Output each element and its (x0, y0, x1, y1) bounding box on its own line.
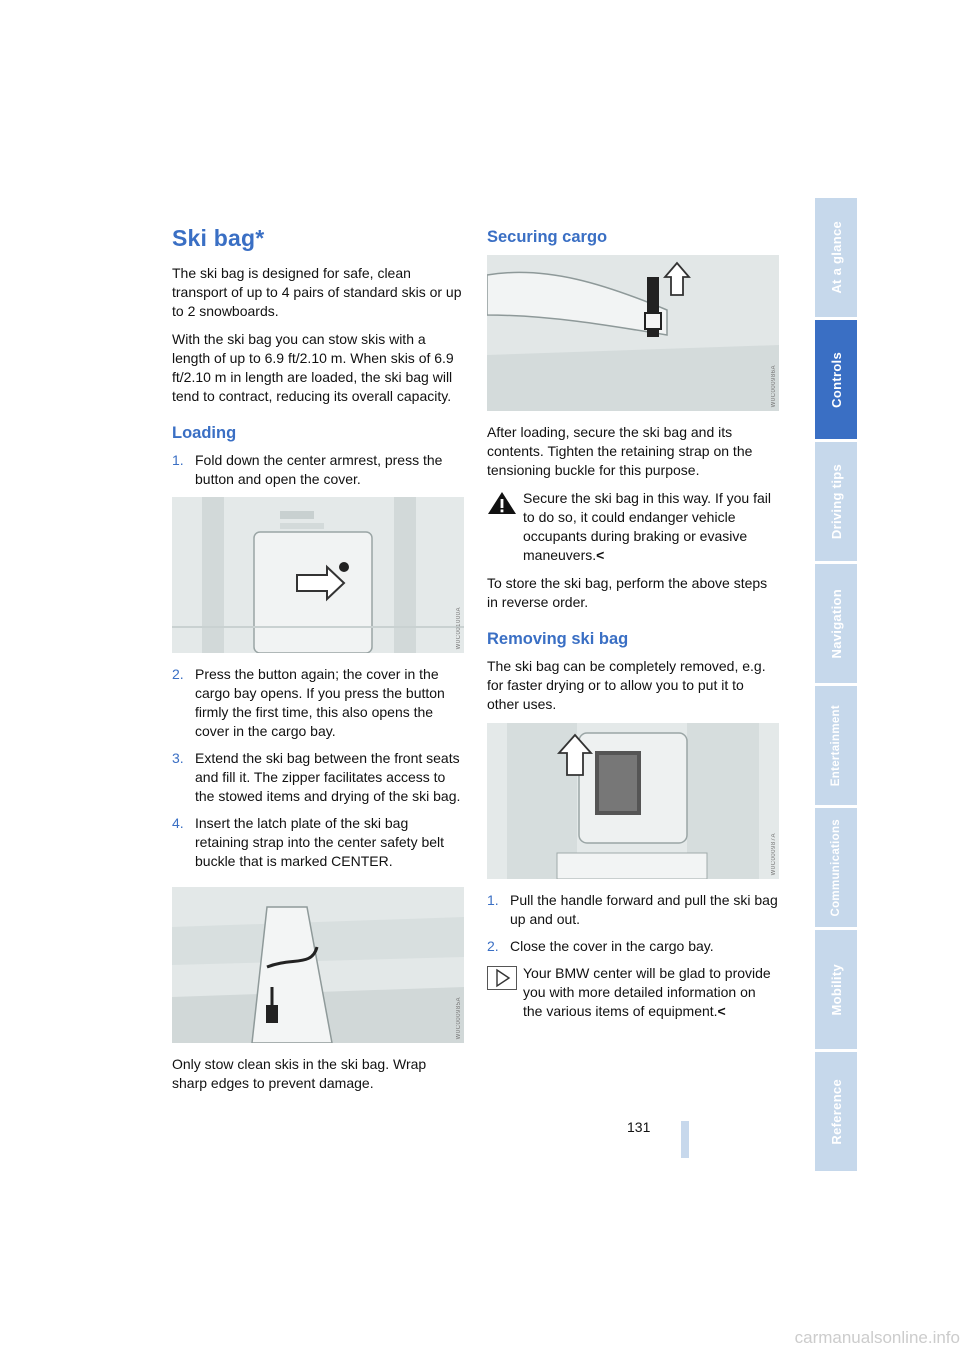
page-number-bar (681, 1121, 689, 1158)
step-text: Insert the latch plate of the ski bag retaining strap into the center safety belt buckle that is marked CENTER. (195, 815, 445, 869)
removing-paragraph: The ski bag can be completely removed, e.g. for faster drying or to allow you to put it to other uses. (487, 658, 766, 712)
left-column (172, 225, 464, 1102)
step-number: 1. (487, 892, 499, 908)
loading-step-4 (172, 814, 464, 871)
intro-paragraph-2: With the ski bag you can stow skis with a length of up to 6.9 ft/2.10 m. When skis of 6.9 ft/2.10 m in length are loaded, the ski bag will tend to contract, reducing its overall capacity. (172, 331, 454, 404)
step-number: 3. (172, 750, 184, 766)
right-column (487, 228, 779, 1030)
tab-reference[interactable]: Reference (815, 1052, 857, 1171)
end-mark: < (596, 547, 605, 563)
securing-heading: Securing cargo (487, 228, 608, 246)
section-title: Ski bag* (172, 225, 265, 251)
warning-triangle-icon (487, 491, 517, 515)
watermark: carmanualsonline.info (794, 1328, 960, 1347)
tab-communications[interactable]: Communications (815, 808, 857, 927)
loading-heading: Loading (172, 424, 237, 442)
step-number: 2. (172, 666, 184, 682)
figure-code: W0C000986A (771, 364, 777, 407)
figure-removing-ski-bag (487, 723, 779, 879)
figure-securing-cargo (487, 255, 779, 411)
loading-step-2 (172, 665, 464, 741)
loading-step-3 (172, 749, 464, 806)
intro-paragraph-1: The ski bag is designed for safe, clean transport of up to 4 pairs of standard skis or up to 2 snowboards. (172, 265, 462, 319)
step-number: 1. (172, 452, 184, 468)
end-mark: < (717, 1003, 726, 1019)
figure-code: W0C001000A (456, 606, 462, 649)
tab-controls[interactable]: Controls (815, 320, 857, 439)
step-text: Fold down the center armrest, press the button and open the cover. (195, 452, 443, 487)
warning-note (487, 489, 779, 565)
figure-retaining-strap (172, 887, 464, 1043)
step-text: Pull the handle forward and pull the ski bag up and out. (510, 892, 778, 927)
tab-driving-tips[interactable]: Driving tips (815, 442, 857, 561)
info-note (487, 964, 779, 1021)
removing-heading: Removing ski bag (487, 630, 629, 648)
closing-paragraph: Only stow clean skis in the ski bag. Wrap sharp edges to prevent damage. (172, 1056, 427, 1091)
removing-step-1 (487, 891, 779, 929)
chapter-tabs (815, 198, 857, 1160)
loading-step-1 (172, 451, 464, 489)
tab-navigation[interactable]: Navigation (815, 564, 857, 683)
removing-step-2 (487, 937, 779, 956)
step-text: Press the button again; the cover in the cargo bay opens. If you press the button firmly the first time, this also opens the cover in the cargo bay. (195, 666, 445, 739)
step-number: 4. (172, 815, 184, 831)
tab-at-a-glance[interactable]: At a glance (815, 198, 857, 317)
page-number: 131 (627, 1119, 651, 1135)
figure-armrest-button (172, 497, 464, 653)
tab-entertainment[interactable]: Entertainment (815, 686, 857, 805)
warning-text: Secure the ski bag in this way. If you fail to do so, it could endanger vehicle occupants during braking or evasive maneuvers. (523, 490, 771, 563)
securing-paragraph: After loading, secure the ski bag and its contents. Tighten the retaining strap on the tensioning buckle for this purpose. (487, 424, 753, 478)
info-text: Your BMW center will be glad to provide you with more detailed information on the various items of equipment. (523, 965, 771, 1019)
step-text: Close the cover in the cargo bay. (510, 938, 714, 954)
step-text: Extend the ski bag between the front seats and fill it. The zipper facilitates access to the stowed items and drying of the ski bag. (195, 750, 461, 804)
figure-code: W0C000985A (456, 996, 462, 1039)
tab-mobility[interactable]: Mobility (815, 930, 857, 1049)
step-number: 2. (487, 938, 499, 954)
play-triangle-icon (487, 966, 517, 990)
storing-paragraph: To store the ski bag, perform the above steps in reverse order. (487, 575, 768, 610)
figure-code: W0C000987A (771, 832, 777, 875)
